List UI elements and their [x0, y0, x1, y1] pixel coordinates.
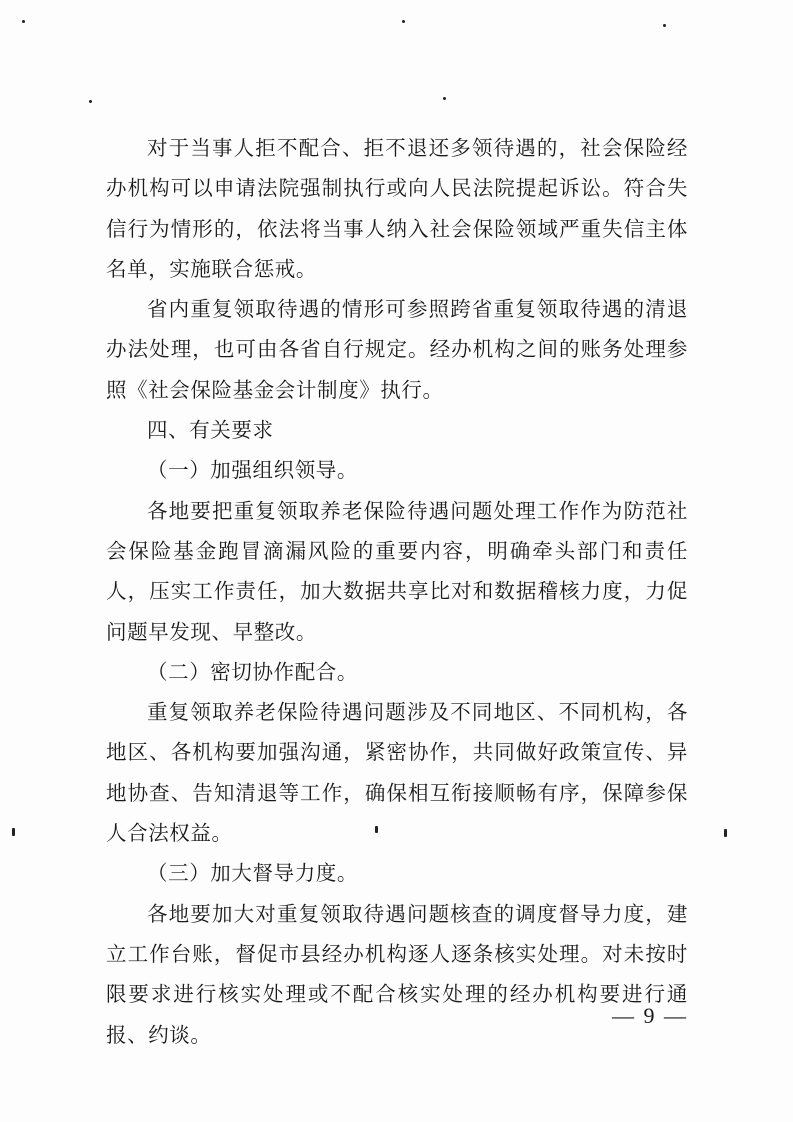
- paragraph: 省内重复领取待遇的情形可参照跨省重复领取待遇的清退办法处理，也可由各省自行规定。经办机构之间的账务处理参照《社会保险基金会计制度》执行。: [106, 297, 688, 402]
- scan-speck: [12, 828, 15, 836]
- scan-speck: [663, 24, 666, 27]
- paragraph: 各地要把重复领取养老保险待遇问题处理工作作为防范社会保险基金跑冒滴漏风险的重要内容，明确牵头部门和责任人，压实工作责任，加大数据共享比对和数据稽核力度，力促问题早发现、早整改。: [106, 498, 688, 644]
- section-heading: 四、有关要求: [147, 418, 274, 443]
- subsection-heading: （一）加强组织领导。: [147, 458, 358, 483]
- subsection-heading: （三）加大督导力度。: [147, 861, 358, 886]
- scan-speck: [22, 20, 25, 23]
- paragraph: 对于当事人拒不配合、拒不退还多领待遇的，社会保险经办机构可以申请法院强制执行或向人民法院提起诉讼。符合失信行为情形的，依法将当事人纳入社会保险领域严重失信主体名单，实施联合惩戒。: [106, 136, 688, 281]
- subsection-heading: （二）密切协作配合。: [147, 659, 358, 684]
- scan-speck: [724, 829, 727, 837]
- page-number: — 9 —: [612, 1003, 688, 1028]
- paragraph: 各地要加大对重复领取待遇问题核查的调度督导力度，建立工作台账，督促市县经办机构逐人逐条核实处理。对未按时限要求进行核实处理或不配合核实处理的经办机构要进行通报、约谈。: [106, 901, 688, 1047]
- scan-speck: [402, 20, 405, 23]
- scan-speck: [443, 97, 446, 100]
- body-text: [106, 128, 688, 1055]
- paragraph: 重复领取养老保险待遇问题涉及不同地区、不同机构，各地区、各机构要加强沟通，紧密协作，共同做好政策宣传、异地协查、告知清退等工作，确保相互衔接顺畅有序，保障参保人合法权益。: [106, 700, 688, 846]
- scan-speck: [89, 100, 92, 103]
